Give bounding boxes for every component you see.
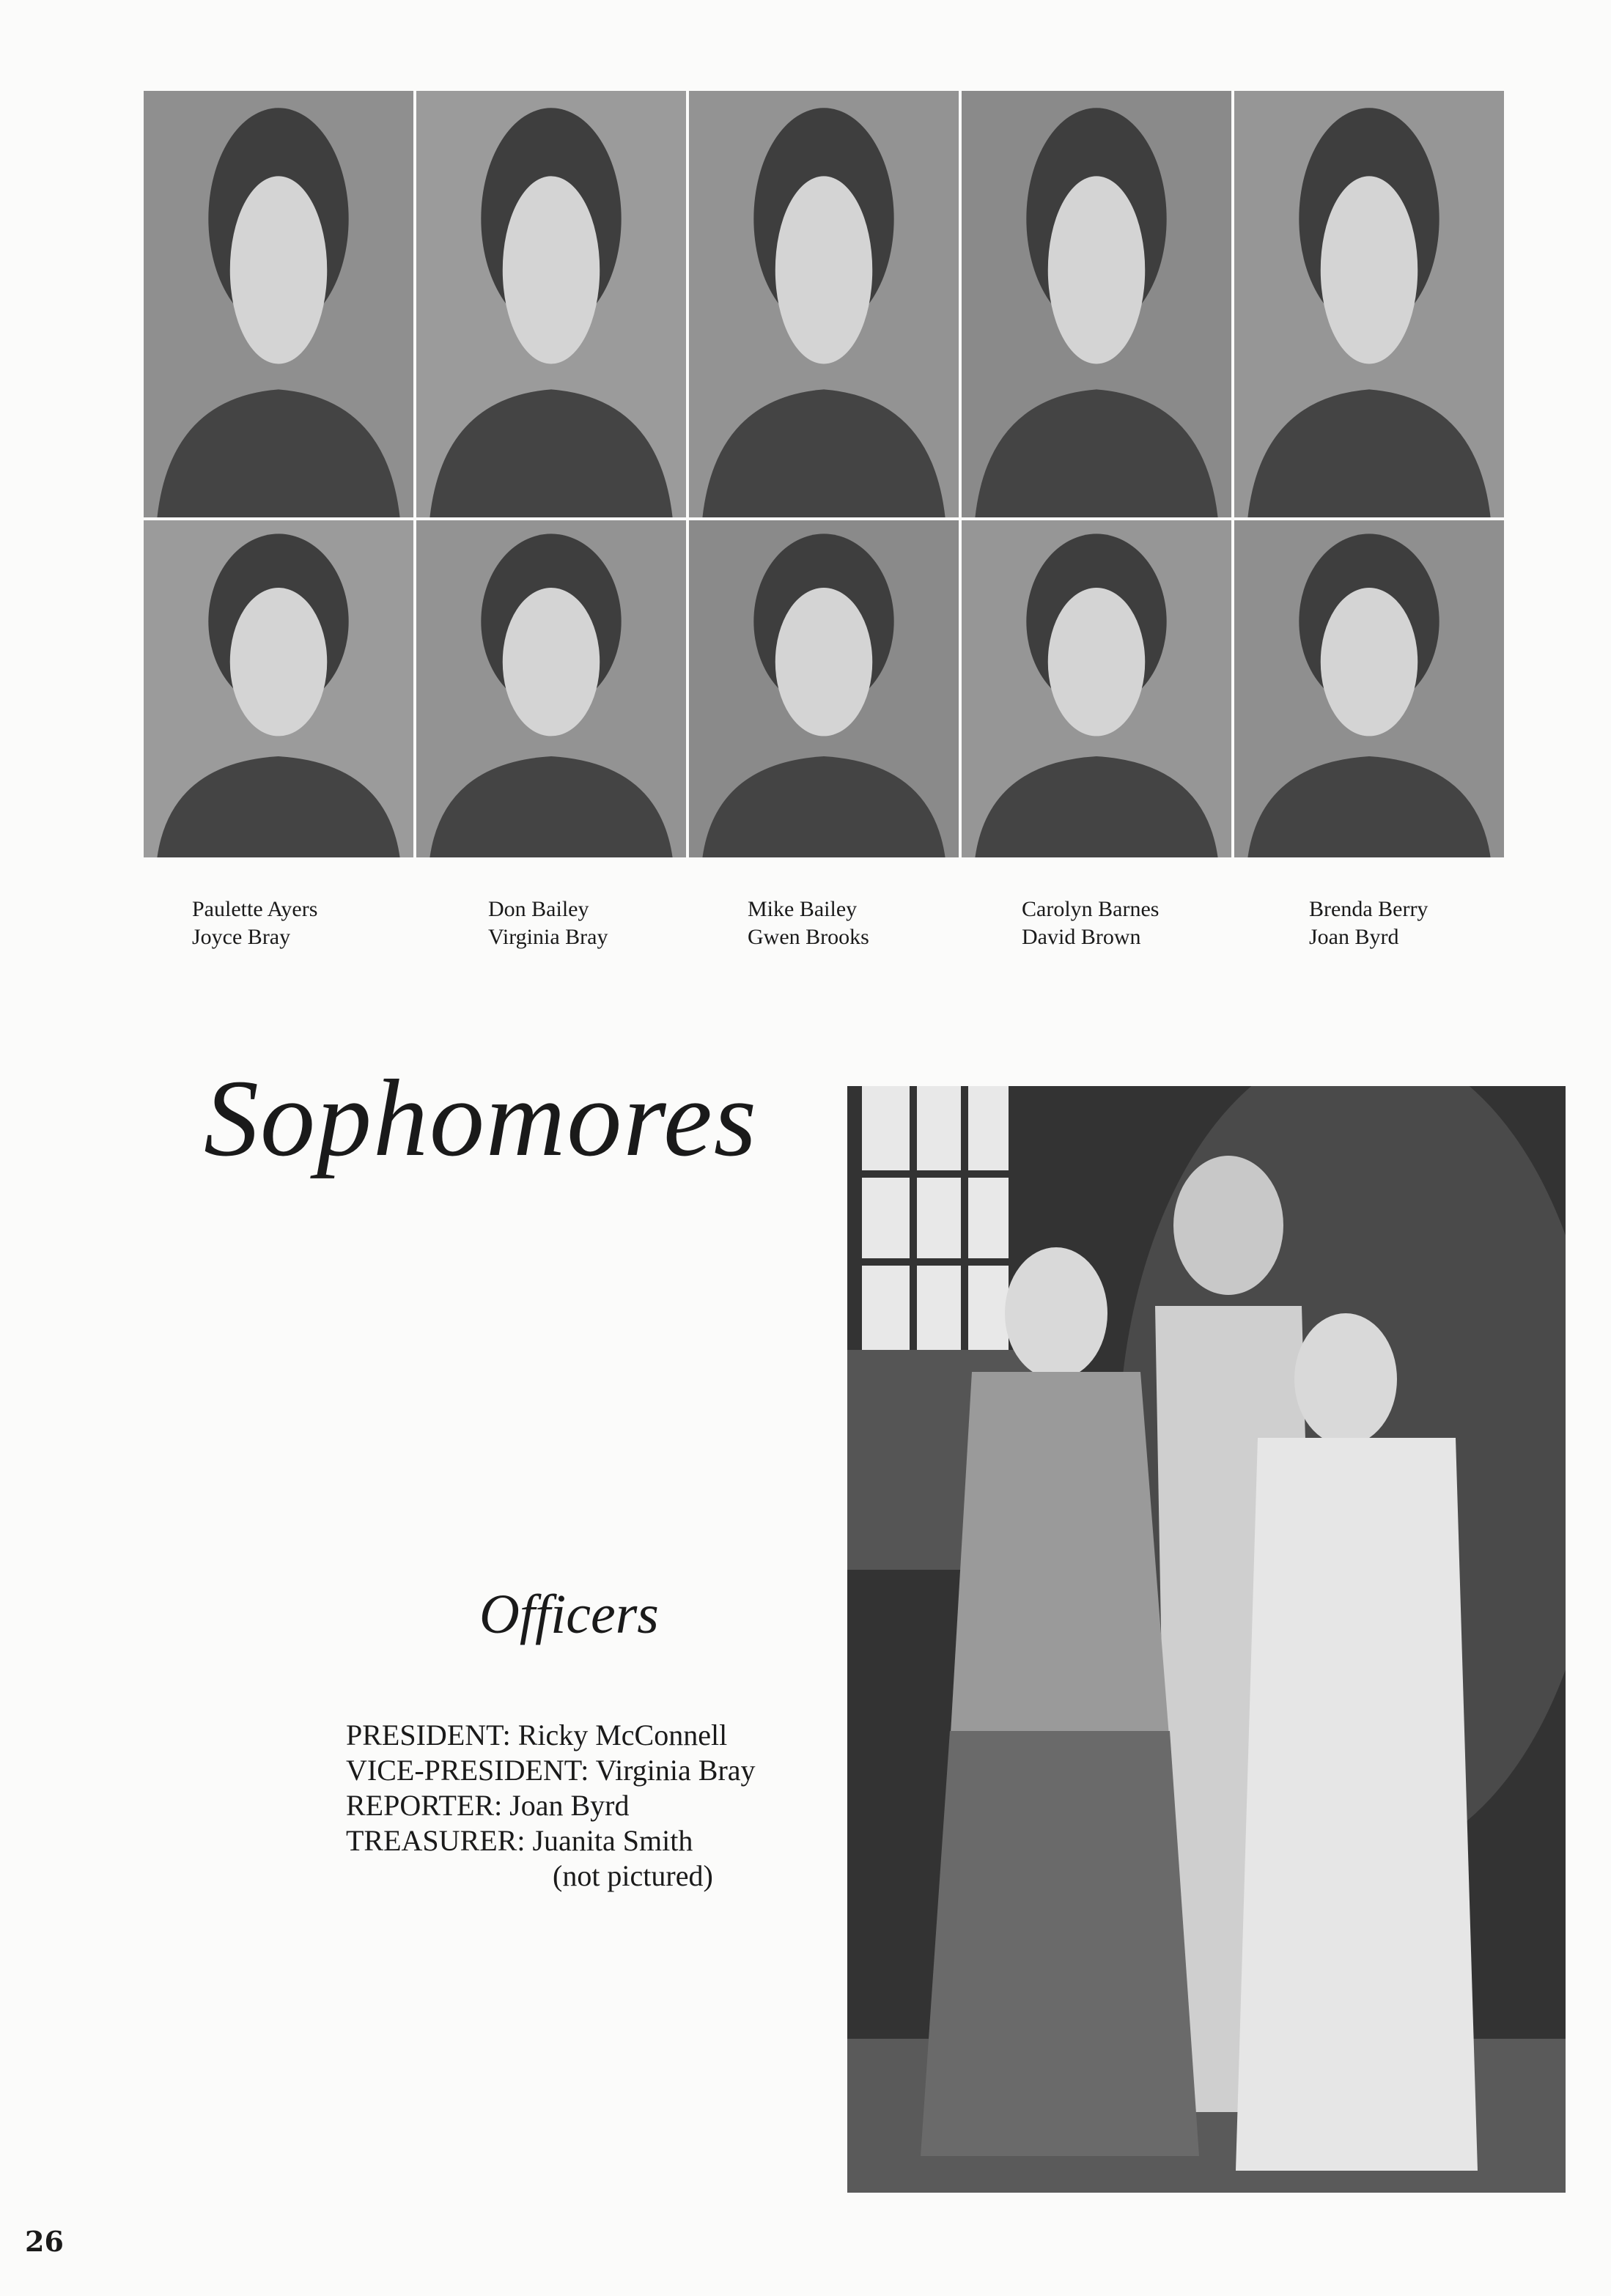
student-portrait: [689, 520, 959, 857]
caption-name: Brenda Berry: [1309, 897, 1428, 921]
student-portrait: [689, 91, 959, 517]
officer-vice-president: VICE-PRESIDENT: Virginia Bray: [346, 1754, 756, 1787]
page-title: Sophomores: [204, 1057, 759, 1179]
caption-column-2: [488, 896, 608, 951]
portrait-image: [144, 91, 413, 517]
portrait-image: [1234, 520, 1504, 857]
officer-note: (not pictured): [553, 1859, 713, 1892]
portrait-image: [144, 520, 413, 857]
student-portrait: [416, 520, 686, 857]
caption-name: Gwen Brooks: [748, 925, 869, 949]
officer-president: PRESIDENT: Ricky McConnell: [346, 1719, 728, 1751]
caption-name: Joan Byrd: [1309, 925, 1399, 949]
officers-heading: Officers: [479, 1584, 659, 1645]
caption-name: Paulette Ayers: [192, 897, 318, 921]
caption-name: Joyce Bray: [192, 925, 291, 949]
student-portrait: [1234, 91, 1504, 517]
student-portrait: [962, 520, 1231, 857]
officer-treasurer: TREASURER: Juanita Smith: [346, 1824, 693, 1857]
student-portrait: [144, 91, 413, 517]
portrait-image: [689, 91, 959, 517]
caption-name: Mike Bailey: [748, 897, 858, 921]
caption-name: Don Bailey: [488, 897, 589, 921]
page-number: 26: [25, 2225, 64, 2258]
portrait-grid: [144, 91, 1504, 857]
caption-name: David Brown: [1022, 925, 1141, 949]
portrait-image: [962, 520, 1231, 857]
caption-name: Virginia Bray: [488, 925, 608, 949]
portrait-image: [416, 91, 686, 517]
group-photo-image: [847, 1086, 1566, 2193]
portrait-image: [689, 520, 959, 857]
student-portrait: [416, 91, 686, 517]
officer-reporter: REPORTER: Joan Byrd: [346, 1789, 630, 1822]
caption-column-1: [192, 896, 317, 951]
portrait-image: [1234, 91, 1504, 517]
student-portrait: [962, 91, 1231, 517]
portrait-image: [416, 520, 686, 857]
caption-name: Carolyn Barnes: [1022, 897, 1160, 921]
officers-group-photo: [847, 1086, 1566, 2193]
caption-column-4: [1022, 896, 1159, 951]
caption-column-5: [1309, 896, 1428, 951]
portrait-image: [962, 91, 1231, 517]
officers-list: [346, 1718, 756, 1894]
student-portrait: [1234, 520, 1504, 857]
caption-column-3: [748, 896, 869, 951]
student-portrait: [144, 520, 413, 857]
